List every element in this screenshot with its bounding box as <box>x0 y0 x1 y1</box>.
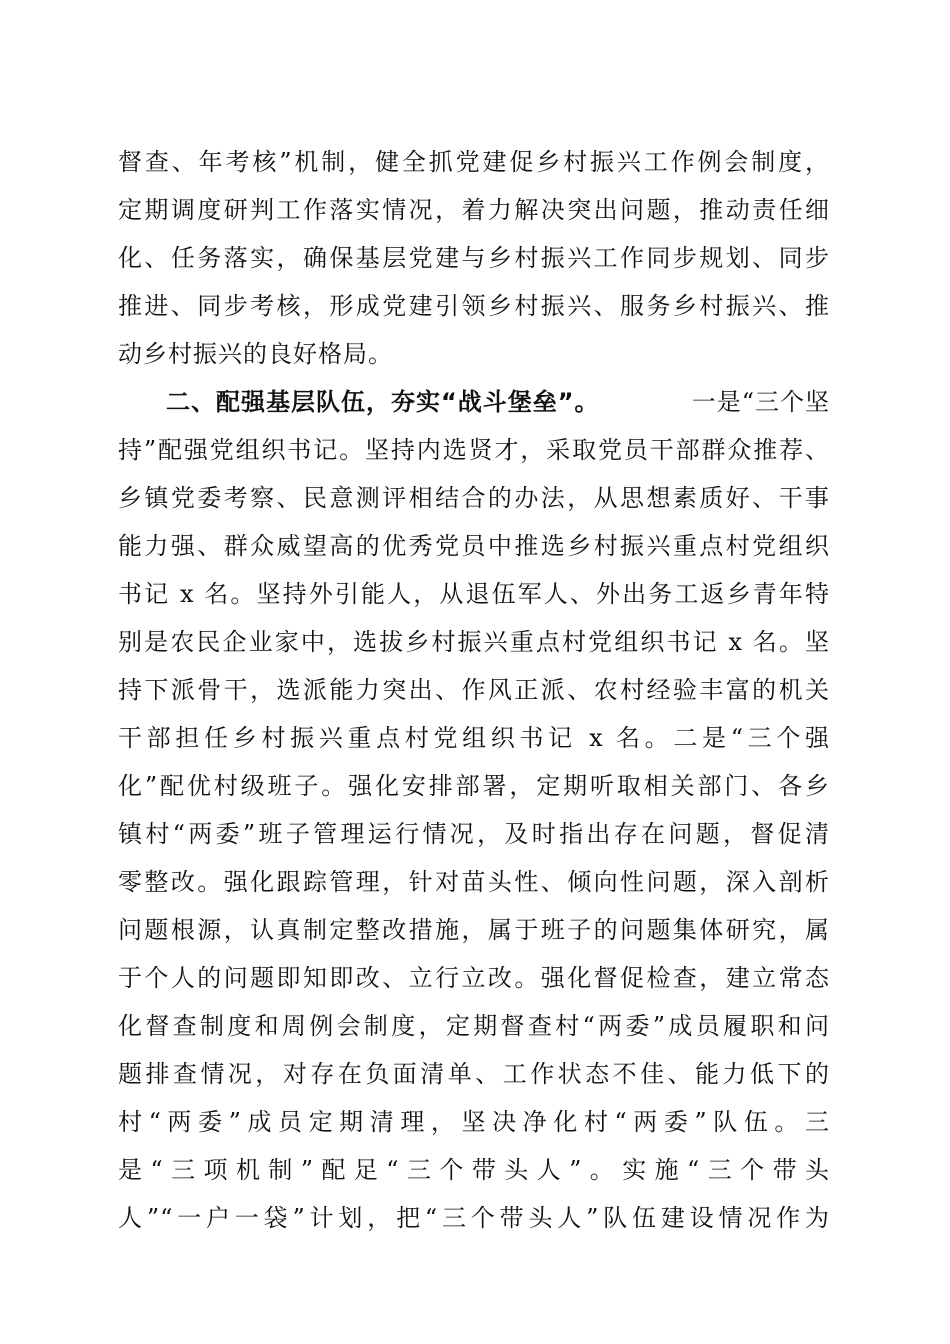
paragraph-line: 持”配强党组织书记。坚持内选贤才，采取党员干部群众推荐、 <box>118 436 830 464</box>
paragraph-line: 于个人的问题即知即改、立行立改。强化督促检查，建立常态 <box>118 964 830 992</box>
paragraph-line: 能力强、群众威望高的优秀党员中推选乡村振兴重点村党组织 <box>118 532 830 560</box>
paragraph-line: 镇村“两委”班子管理运行情况，及时指出存在问题，督促清 <box>118 820 830 848</box>
paragraph-line: 化”配优村级班子。强化安排部署，定期听取相关部门、各乡 <box>118 772 830 800</box>
paragraph-line: 零整改。强化跟踪管理，针对苗头性、倾向性问题，深入剖析 <box>118 868 830 896</box>
paragraph-line: 动乡村振兴的良好格局。 <box>118 340 393 368</box>
paragraph-line: 推进、同步考核，形成党建引领乡村振兴、服务乡村振兴、推 <box>118 292 830 320</box>
paragraph-line: 化督查制度和周例会制度，定期督查村“两委”成员履职和问 <box>118 1012 830 1040</box>
paragraph-line: 督查、年考核”机制，健全抓党建促乡村振兴工作例会制度， <box>118 148 830 176</box>
paragraph-line: 化、任务落实，确保基层党建与乡村振兴工作同步规划、同步 <box>118 244 830 272</box>
paragraph-line: 持下派骨干，选派能力突出、作风正派、农村经验丰富的机关 <box>118 676 830 704</box>
section-heading: 二、配强基层队伍，夯实“战斗堡垒”。 <box>166 388 600 416</box>
paragraph-line: 乡镇党委考察、民意测评相结合的办法，从思想素质好、干事 <box>118 484 830 512</box>
paragraph-line: 人”“一户一袋”计划，把“三个带头人”队伍建设情况作为 <box>118 1204 830 1232</box>
paragraph-line: 定期调度研判工作落实情况，着力解决突出问题，推动责任细 <box>118 196 830 224</box>
paragraph-line: 是“三项机制”配足“三个带头人”。实施“三个带头 <box>118 1156 830 1184</box>
paragraph-line: 别是农民企业家中，选拔乡村振兴重点村党组织书记 x 名。坚 <box>118 628 830 656</box>
paragraph-line: 题排查情况，对存在负面清单、工作状态不佳、能力低下的 <box>118 1060 830 1088</box>
section-first-line <box>166 378 830 426</box>
paragraph-line: 干部担任乡村振兴重点村党组织书记 x 名。二是“三个强 <box>118 724 830 752</box>
paragraph-line: 书记 x 名。坚持外引能人，从退伍军人、外出务工返乡青年特 <box>118 580 830 608</box>
paragraph-line: 村“两委”成员定期清理，坚决净化村“两委”队伍。三 <box>118 1108 830 1136</box>
section-first-line-rest: 一是“三个坚 <box>691 388 830 416</box>
paragraph-line: 问题根源，认真制定整改措施，属于班子的问题集体研究，属 <box>118 916 830 944</box>
